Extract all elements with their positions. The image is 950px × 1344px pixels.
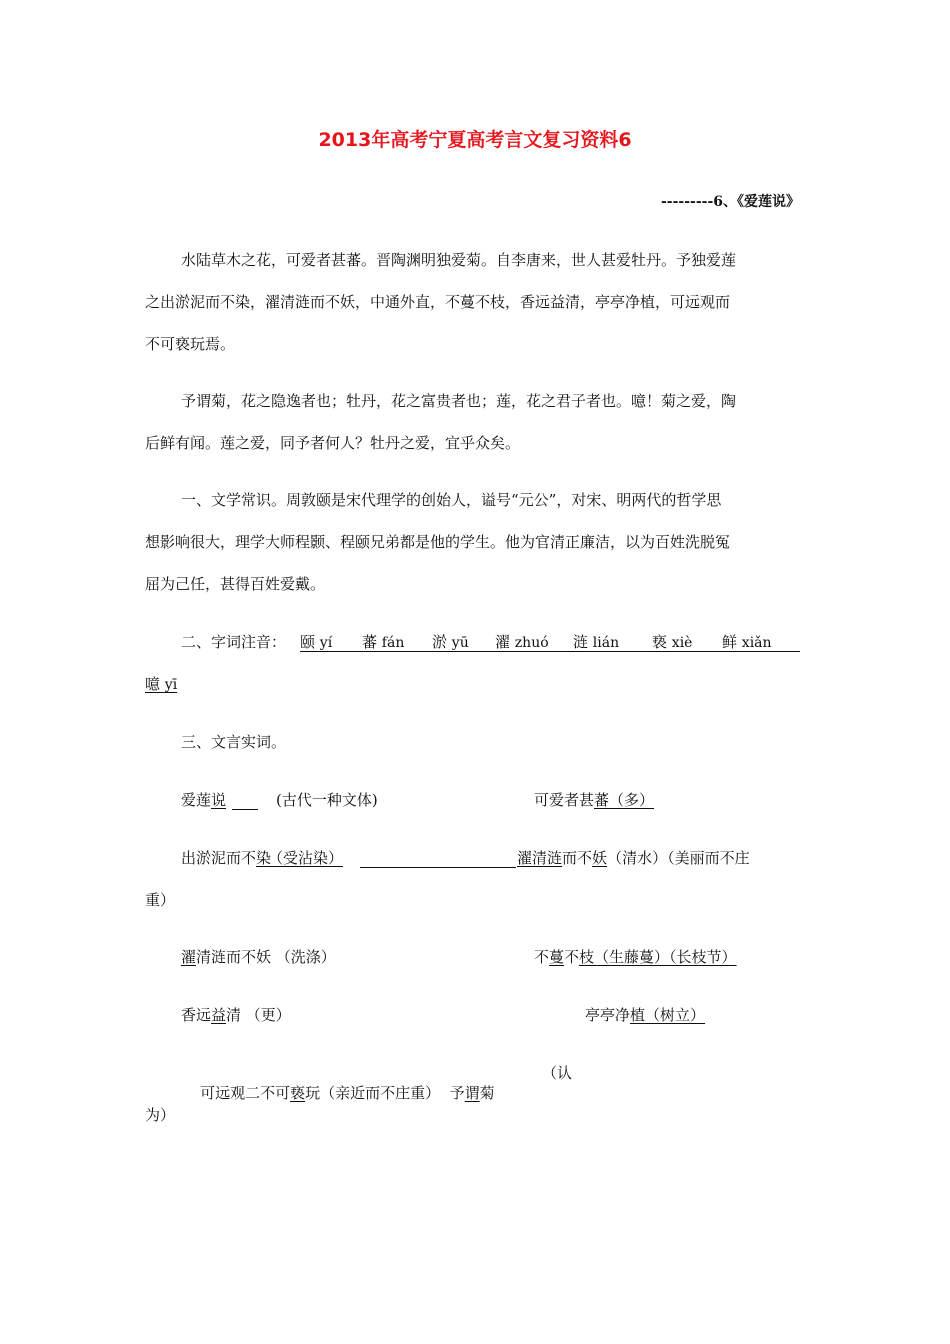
vocab-item: 不蔓不枝（生藤蔓）（长枝节） — [534, 948, 737, 966]
vocab-item: 濯清涟而不妖 （洗涤） — [181, 948, 336, 966]
blank-line — [232, 809, 258, 810]
pinyin-item: 颐 yí — [300, 633, 333, 651]
pinyin-item: 亵 xiè — [652, 633, 693, 651]
paragraph-2-line-1: 予谓菊，花之隐逸者也；牡丹，花之富贵者也；莲，花之君子者也。噫！菊之爱，陶 — [181, 392, 737, 410]
vocab-item: 爱莲说 — [181, 791, 227, 809]
section-1-line-3: 屈为己任，甚得百姓爱戴。 — [145, 575, 326, 593]
section-1-line-1: 一、文学常识。周敦颐是宋代理学的创始人，谥号“元公”，对宋、明两代的哲学思 — [181, 491, 722, 509]
vocab-item: 出淤泥而不染 — [181, 849, 272, 867]
vocab-continuation: 为） — [145, 1106, 176, 1124]
vocab-gloss: （受沾染） — [268, 849, 344, 867]
vocab-gloss: (古代一种文体) — [276, 791, 378, 809]
pinyin-item: 淤 yū — [432, 633, 469, 651]
vocab-item: 可爱者甚蕃（多） — [534, 791, 655, 809]
page-title: 2013年高考宁夏高考言文复习资料6 — [318, 129, 632, 151]
section-3-label: 三、文言实词。 — [181, 733, 287, 751]
vocab-item: 香远益清 （更） — [181, 1006, 291, 1024]
paragraph-1-line-3: 不可亵玩焉。 — [145, 335, 236, 353]
pinyin-item: 蕃 fán — [362, 633, 405, 651]
vocab-item: 可远观二不可亵玩（亲近而不庄重） 予谓菊 — [200, 1084, 495, 1102]
blank-line — [360, 867, 516, 868]
paragraph-2-line-2: 后鲜有闻。莲之爱，同予者何人？牡丹之爱，宜乎众矣。 — [145, 434, 521, 452]
section-2-label: 二、字词注音： — [181, 633, 287, 651]
paragraph-1-line-1: 水陆草木之花，可爱者甚蕃。晋陶渊明独爱菊。自李唐来，世人甚爱牡丹。予独爱莲 — [181, 251, 737, 269]
subtitle: ---------6、《爱莲说》 — [660, 194, 800, 210]
section-1-line-2: 想影响很大，理学大师程颢、程颐兄弟都是他的学生。他为官清正廉洁，以为百姓洗脱冤 — [145, 533, 731, 551]
vocab-continuation: 重） — [145, 891, 176, 909]
vocab-item: 濯清涟而不妖（清水）（美丽而不庄 — [517, 849, 750, 867]
pinyin-item: 濯 zhuó — [495, 633, 549, 651]
paragraph-1-line-2: 之出淤泥而不染，濯清涟而不妖，中通外直，不蔓不枝，香远益清，亭亭净植，可远观而 — [145, 293, 731, 311]
vocab-gloss: （认 — [542, 1064, 573, 1082]
pinyin-item: 涟 lián — [573, 633, 620, 651]
pinyin-item: 鲜 xiǎn — [722, 633, 772, 651]
pinyin-item: 噫 yī — [145, 675, 178, 693]
vocab-item: 亭亭净植（树立） — [585, 1006, 706, 1024]
